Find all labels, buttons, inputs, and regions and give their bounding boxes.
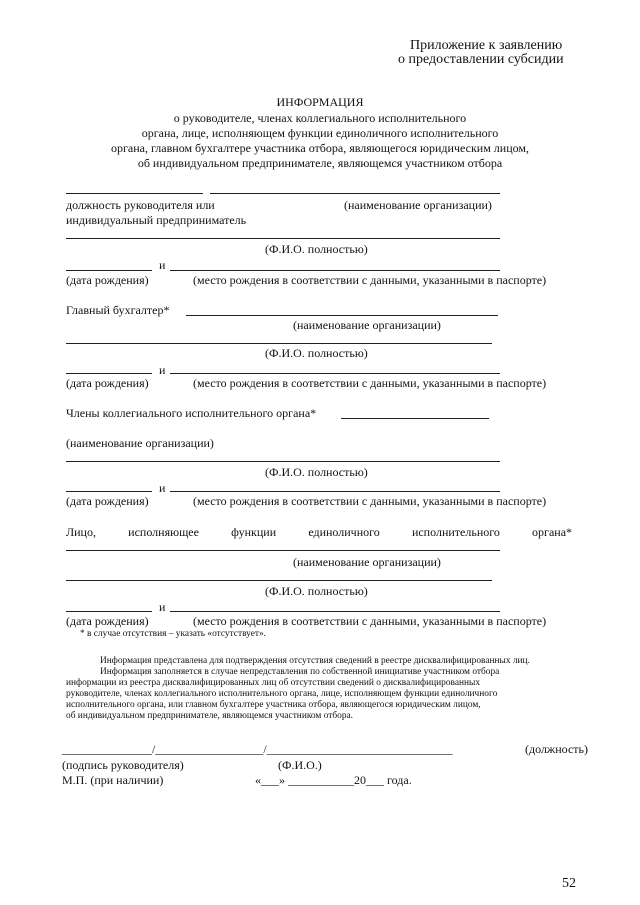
title-subline-2: органа, лице, исполняющем функции единоличного исполнительного xyxy=(141,126,499,140)
signature-line[interactable]: _______________/__________________/_______________________________ xyxy=(62,742,453,756)
birth-date-label: (дата рождения) xyxy=(66,494,149,508)
position-head-label: должность руководителя или xyxy=(66,198,215,212)
chief-accountant-field-line[interactable] xyxy=(186,315,498,316)
birth-place-label: (место рождения в соответствии с данными, указанными в паспорте) xyxy=(193,494,547,508)
org-name-field-line[interactable] xyxy=(210,193,500,194)
fio-field-line[interactable] xyxy=(66,461,500,462)
birth-date-label: (дата рождения) xyxy=(66,273,149,287)
fio-label: (Ф.И.О. полностью) xyxy=(265,346,368,360)
and-label: и xyxy=(159,481,166,495)
signature-fio-label: (Ф.И.О.) xyxy=(278,758,322,772)
fio-label: (Ф.И.О. полностью) xyxy=(265,242,368,256)
sole-executive-label: Лицо, исполняющее функции единоличного исполнительного органа* xyxy=(66,525,573,539)
signature-position-label: (должность) xyxy=(525,742,588,756)
stamp-label: М.П. (при наличии) xyxy=(62,773,164,787)
birth-date-field-line[interactable] xyxy=(66,491,152,492)
board-members-field-line[interactable] xyxy=(341,418,489,419)
birth-place-field-line[interactable] xyxy=(170,491,500,492)
birth-place-label: (место рождения в соответствии с данными, указанными в паспорте) xyxy=(193,273,547,287)
title-subline-4: об индивидуальном предпринимателе, являющемся участником отбора xyxy=(137,156,503,170)
birth-date-label: (дата рождения) xyxy=(66,376,149,390)
position-field-line[interactable] xyxy=(66,193,203,194)
org-name-label: (наименование организации) xyxy=(293,555,441,569)
signature-sign-label: (подпись руководителя) xyxy=(62,758,184,772)
footnote: * в случае отсутствия – указать «отсутствует». xyxy=(80,629,267,639)
org-name-label: (наименование организации) xyxy=(344,198,492,212)
birth-place-field-line[interactable] xyxy=(170,611,500,612)
birth-date-label: (дата рождения) xyxy=(66,614,149,628)
org-name-label-left: (наименование организации) xyxy=(66,436,214,450)
fio-field-line[interactable] xyxy=(66,580,492,581)
birth-place-label: (место рождения в соответствии с данными, указанными в паспорте) xyxy=(193,376,547,390)
birth-date-field-line[interactable] xyxy=(66,270,152,271)
fio-field-line[interactable] xyxy=(66,238,500,239)
note-paragraph-2-line4: исполнительного органа, или главном бухгалтере участника отбора, являющегося юридическим лицом, xyxy=(66,700,481,710)
and-label: и xyxy=(159,363,166,377)
appendix-header-line2: о предоставлении субсидии xyxy=(398,52,564,67)
birth-place-field-line[interactable] xyxy=(170,270,500,271)
birth-place-label: (место рождения в соответствии с данными, указанными в паспорте) xyxy=(193,614,547,628)
date-line[interactable]: «___» ___________20___ года. xyxy=(255,773,412,787)
and-label: и xyxy=(159,600,166,614)
position-ip-label: индивидуальный предприниматель xyxy=(66,213,247,227)
birth-date-field-line[interactable] xyxy=(66,611,152,612)
birth-place-field-line[interactable] xyxy=(170,373,500,374)
fio-label: (Ф.И.О. полностью) xyxy=(265,465,368,479)
org-name-label: (наименование организации) xyxy=(293,318,441,332)
note-paragraph-1: Информация представлена для подтверждения отсутствия сведений в реестре дисквалифицированных лиц. xyxy=(100,656,530,666)
and-label: и xyxy=(159,258,166,272)
note-paragraph-2-line2: информации из реестра дисквалифицированных лиц об отсутствии сведений о дисквалифицированных xyxy=(66,678,481,688)
birth-date-field-line[interactable] xyxy=(66,373,152,374)
sole-executive-field-line[interactable] xyxy=(66,550,500,551)
fio-label: (Ф.И.О. полностью) xyxy=(265,584,368,598)
board-members-label: Члены коллегиального исполнительного органа* xyxy=(66,406,317,420)
title-subline-1: о руководителе, членах коллегиального исполнительного xyxy=(173,111,467,125)
note-paragraph-2-last: об индивидуальном предпринимателе, являющемся участником отбора. xyxy=(66,711,354,721)
title-subline-3: органа, главном бухгалтере участника отбора, являющегося юридическим лицом, xyxy=(110,141,529,155)
page-number: 52 xyxy=(562,876,576,891)
fio-field-line[interactable] xyxy=(66,343,492,344)
appendix-header-line1: Приложение к заявлению xyxy=(410,38,563,53)
document-title: ИНФОРМАЦИЯ xyxy=(276,95,364,109)
chief-accountant-label: Главный бухгалтер* xyxy=(66,303,170,317)
note-paragraph-2-first: Информация заполняется в случае непредставления по собственной инициативе участником отбора xyxy=(100,667,500,677)
note-paragraph-2-line3: руководителе, членах коллегиального исполнительного органа, лице, исполняющем функции единоличного xyxy=(66,689,498,699)
